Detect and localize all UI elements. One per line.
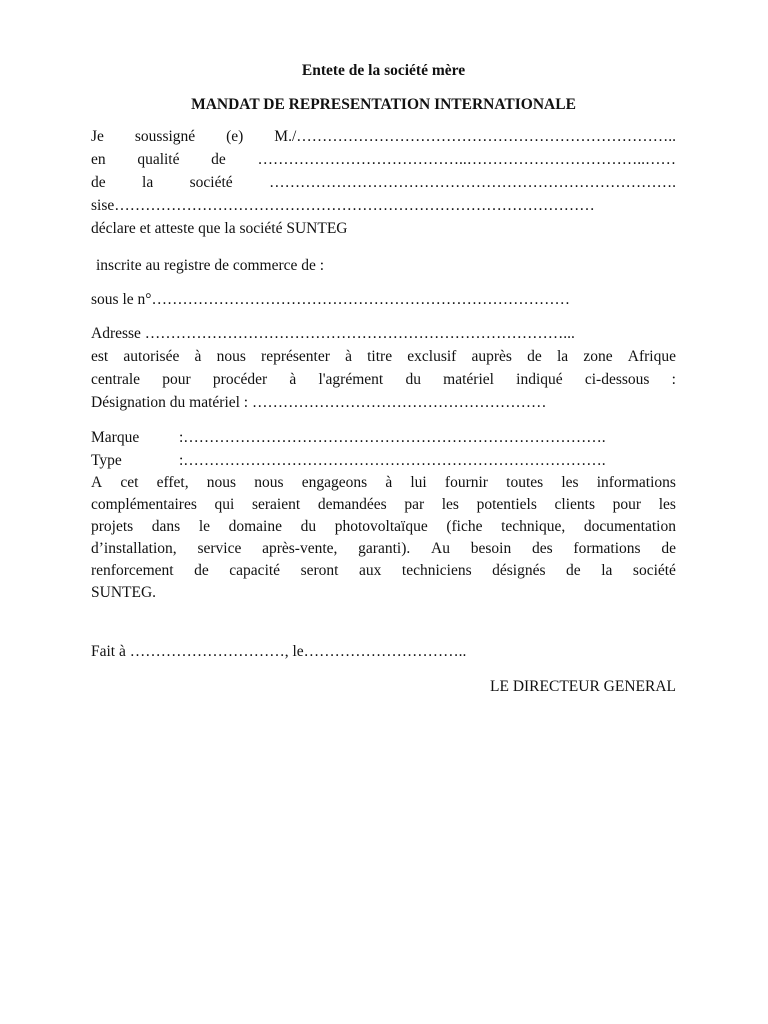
word: ci-dessous <box>584 371 650 388</box>
word: service <box>197 540 242 557</box>
word: domaine <box>228 518 282 535</box>
word: ……………………………………………………………………. <box>269 174 676 191</box>
word: (e) <box>226 128 244 145</box>
word: société <box>189 174 233 191</box>
word: complémentaires <box>91 496 197 513</box>
word: les <box>441 496 459 513</box>
word: procéder <box>212 371 268 388</box>
word: capacité <box>229 562 281 579</box>
document-title: MANDAT DE REPRESENTATION INTERNATIONALE <box>191 96 576 113</box>
word: Afrique <box>627 348 676 365</box>
word: de <box>566 562 581 579</box>
word: dans <box>151 518 181 535</box>
word: soussigné <box>134 128 196 145</box>
word: pour <box>162 371 191 388</box>
word: besoin <box>470 540 512 557</box>
word: centrale <box>91 371 141 388</box>
word: les <box>658 496 676 513</box>
word: nous <box>216 348 246 365</box>
word: renforcement <box>91 562 174 579</box>
word: après-vente, <box>262 540 338 557</box>
type-label: Type <box>91 452 122 469</box>
line-adresse: Adresse ………………………………………………………………………... <box>91 325 575 342</box>
word: à <box>289 371 297 388</box>
word: clients <box>554 496 595 513</box>
word: est <box>91 348 109 365</box>
word: titre <box>367 348 393 365</box>
word: la <box>601 562 613 579</box>
word: à <box>345 348 352 365</box>
word: de <box>527 348 542 365</box>
word: le <box>198 518 211 535</box>
line-autorisee <box>91 346 676 368</box>
line-societe <box>91 172 676 194</box>
type-dots: :………………………………………………………………………. <box>179 452 606 469</box>
line-marque <box>91 427 676 449</box>
word: de <box>194 562 209 579</box>
word: l'agrément <box>318 371 384 388</box>
word: : <box>671 371 676 388</box>
word: lui <box>410 474 427 491</box>
word: effet, <box>156 474 189 491</box>
word: (fiche <box>446 518 483 535</box>
word: de <box>91 174 106 191</box>
line-designation: Désignation du matériel : ………………………………………………… <box>91 394 547 411</box>
word: indiqué <box>516 371 563 388</box>
word: potentiels <box>476 496 537 513</box>
paragraph-line-4 <box>91 538 676 560</box>
word: autorisée <box>123 348 180 365</box>
word: seront <box>300 562 339 579</box>
word: fournir <box>444 474 488 491</box>
word: garanti). <box>358 540 411 557</box>
word: à <box>385 474 393 491</box>
paragraph-line-6: SUNTEG. <box>91 584 157 601</box>
word: demandées <box>317 496 387 513</box>
company-header: Entete de la société mère <box>301 62 466 79</box>
word: auprès <box>471 348 512 365</box>
word: du <box>300 518 317 535</box>
word: de <box>661 540 676 557</box>
word: des <box>531 540 553 557</box>
line-registre: inscrite au registre de commerce de : <box>96 257 325 274</box>
marque-label: Marque <box>91 429 140 446</box>
line-numero: sous le n°……………………………………………………………………… <box>91 291 570 308</box>
line-soussigne <box>91 126 676 148</box>
word: nous <box>254 474 284 491</box>
word: nous <box>206 474 237 491</box>
word: pour <box>612 496 642 513</box>
word: représenter <box>261 348 330 365</box>
word: les <box>561 474 579 491</box>
word: cet <box>120 474 139 491</box>
word: société <box>632 562 676 579</box>
word: de <box>211 151 226 168</box>
word: engageons <box>301 474 368 491</box>
paragraph-line-3 <box>91 516 676 538</box>
paragraph-line-1 <box>91 472 676 494</box>
paragraph-line-2 <box>91 494 676 516</box>
word: la <box>142 174 154 191</box>
word: en <box>91 151 106 168</box>
word: photovoltaïque <box>334 518 428 535</box>
word: seraient <box>251 496 301 513</box>
word: Au <box>431 540 450 557</box>
line-centrale <box>91 369 676 391</box>
word: informations <box>596 474 676 491</box>
paragraph-line-5 <box>91 560 676 582</box>
word: …………………………………..……………………………..…… <box>257 151 676 168</box>
word: documentation <box>583 518 676 535</box>
word: M./……………………………………………………………….. <box>274 128 676 145</box>
word: qualité <box>137 151 180 168</box>
word: toutes <box>506 474 544 491</box>
word: technique, <box>501 518 566 535</box>
word: zone <box>583 348 613 365</box>
word: projets <box>91 518 134 535</box>
fait-a-line: Fait à …………………………, le………………………….. <box>91 643 467 660</box>
line-declare: déclare et atteste que la société SUNTEG <box>91 220 348 237</box>
word: du <box>405 371 421 388</box>
word: formations <box>573 540 641 557</box>
word: par <box>404 496 425 513</box>
line-sise: sise………………………………………………………………………………… <box>91 197 595 214</box>
word: la <box>556 348 569 365</box>
word: exclusif <box>407 348 457 365</box>
word: Je <box>91 128 104 145</box>
word: qui <box>214 496 235 513</box>
word: techniciens <box>401 562 472 579</box>
signatory-title: LE DIRECTEUR GENERAL <box>490 678 676 695</box>
word: à <box>194 348 202 365</box>
word: d’installation, <box>91 540 177 557</box>
word: matériel <box>443 371 494 388</box>
line-type <box>91 450 676 472</box>
word: A <box>91 474 103 491</box>
word: désignés <box>492 562 546 579</box>
word: aux <box>358 562 382 579</box>
line-qualite <box>91 149 676 171</box>
marque-dots: :………………………………………………………………………. <box>179 429 606 446</box>
